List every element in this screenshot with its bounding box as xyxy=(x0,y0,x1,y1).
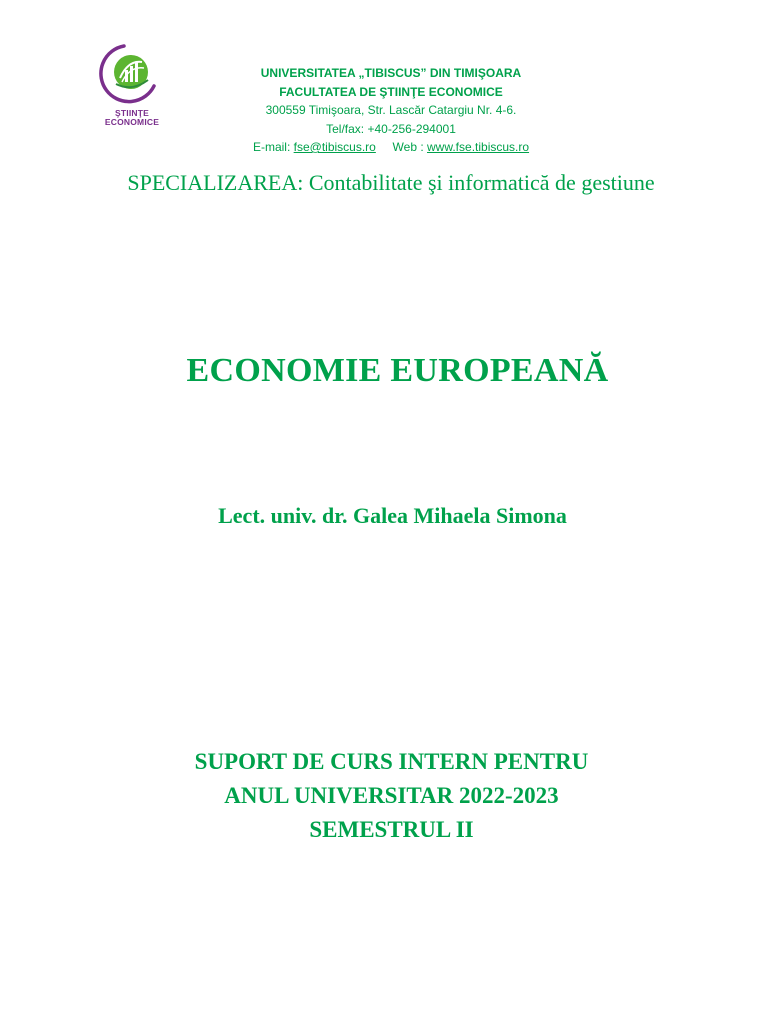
faculty-logo xyxy=(92,40,172,140)
course-info xyxy=(0,745,768,847)
logo-caption xyxy=(92,109,172,127)
institution-header xyxy=(230,64,552,157)
logo-caption-line2: ECONOMICE xyxy=(104,117,160,127)
telfax-line: Tel/fax: +40-256-294001 xyxy=(326,121,456,136)
course-title: ECONOMIE EUROPEANĂ xyxy=(186,352,609,389)
faculty-logo-icon xyxy=(92,40,172,110)
course-info-line2: ANUL UNIVERSITAR 2022-2023 xyxy=(224,783,559,808)
faculty-name: FACULTATEA DE ŞTIINŢE ECONOMICE xyxy=(279,84,503,99)
course-info-line3: SEMESTRUL II xyxy=(309,817,474,842)
email-link[interactable]: fse@tibiscus.ro xyxy=(293,140,376,154)
web-label: Web : xyxy=(392,140,424,154)
course-info-line1: SUPORT DE CURS INTERN PENTRU xyxy=(194,749,589,774)
author-name: Lect. univ. dr. Galea Mihaela Simona xyxy=(218,503,567,528)
university-name: UNIVERSITATEA „TIBISCUS” DIN TIMIŞOARA xyxy=(260,66,522,80)
logo-caption-line1: ŞTIINŢE xyxy=(115,108,149,118)
web-link[interactable]: www.fse.tibiscus.ro xyxy=(427,140,530,154)
address-line: 300559 Timişoara, Str. Lascăr Catargiu Nr. 4-6. xyxy=(265,103,517,117)
contact-line xyxy=(230,138,552,157)
specialization-line: SPECIALIZAREA: Contabilitate şi informatică de gestiune xyxy=(127,170,655,195)
email-label: E-mail: xyxy=(252,140,291,154)
